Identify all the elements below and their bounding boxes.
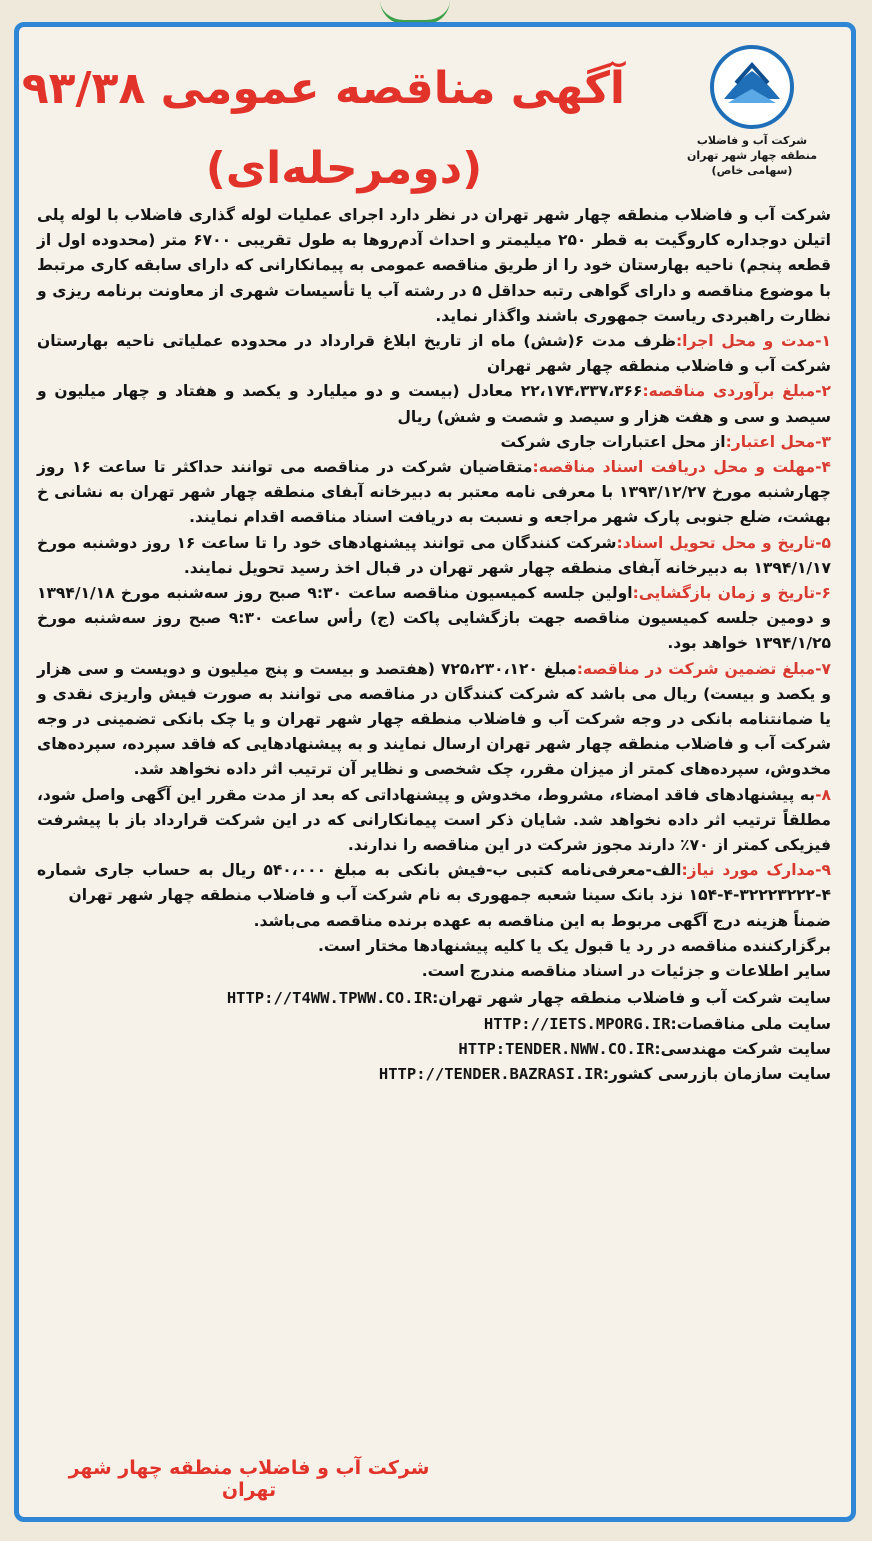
section-7 [37, 657, 831, 783]
tender-body [37, 203, 831, 1087]
website-url[interactable]: HTTP:TENDER.NWW.CO.IR [458, 1039, 655, 1058]
logo-caption-line2: منطقه چهار شهر تهران [686, 149, 818, 162]
advertisement-frame [14, 22, 856, 1522]
intro-paragraph: شرکت آب و فاضلاب منطقه چهار شهر تهران در نظر دارد اجرای عملیات لوله گذاری فاضلاب با لوله پلی اتیلن دوجداره کاروگیت به قطر ۲۵۰ میلیمتر و احداث آدم‌روها به طول تقریبی ۶۷۰۰ متر (محدوده اول از قطعه پنجم) ناحیه بهارستان خود را از طریق مناقصه عمومی به پیمانکارانی که دارای سابقه کاری مرتبط با موضوع مناقصه و دارای گواهی رتبه حداقل ۵ در رشته آب یا تأسیسات شهری از معاونت برنامه ریزی و نظارت راهبردی ریاست جمهوری باشند واگذار نماید. [37, 206, 831, 325]
section-text: متقاضیان شرکت در مناقصه می توانند حداکثر تا ساعت ۱۶ روز چهارشنبه مورخ ۱۳۹۳/۱۲/۲۷ با معرفی نامه معتبر به دبیرخانه آبفای منطقه چهار شهر تهران به نشانی خ بهشت، ضلع جنوبی پارک شهر مراجعه و نسبت به دریافت اسناد مناقصه اقدام نمایند. [37, 458, 831, 527]
water-drop-logo-icon [710, 45, 794, 129]
logo-caption-line3: (سهامی خاص) [711, 164, 793, 177]
website-row [37, 986, 831, 1011]
section-text: شرکت کنندگان می توانند پیشنهادهای خود را تا ساعت ۱۶ روز دوشنبه مورخ ۱۳۹۴/۱/۱۷ به دبیرخانه آبفای منطقه چهار شهر تهران در قبال اخذ رسید تحویل نمایند. [37, 533, 831, 577]
section-text: الف-معرفی‌نامه کتبی ب-فیش بانکی به مبلغ ۵۴۰،۰۰۰ ریال به حساب جاری شماره ۴-۳۲۲۲۳۲۲۲-۴-۱۵۴ نزد بانک سینا شعبه جمهوری به نام شرکت آب و فاضلاب منطقه چهار شهر تهران [37, 861, 831, 905]
note-3: سایر اطلاعات و جزئیات در اسناد مناقصه مندرج است. [421, 962, 831, 981]
tender-subtitle: (دومرحله‌ای) [205, 143, 483, 194]
website-url[interactable]: HTTP://TENDER.BAZRASI.IR [378, 1064, 603, 1083]
top-pen-mark [380, 0, 450, 24]
websites-list [37, 986, 831, 1087]
section-heading: ۷-مبلغ تضمین شرکت در مناقصه: [576, 659, 831, 678]
website-url[interactable]: HTTP://T4WW.TPWW.CO.IR [226, 989, 433, 1008]
logo-caption [677, 133, 827, 178]
section-9 [37, 858, 831, 908]
section-text: ۲۲،۱۷۴،۳۳۷،۳۶۶ معادل (بیست و دو میلیارد و یکصد و هفتاد و چهار میلیون و سیصد و سی و هفت هزار و سیصد و شصت و شش) ریال [37, 382, 831, 426]
section-text: از محل اعتبارات جاری شرکت [500, 432, 726, 451]
section-heading: ۹-مدارک مورد نیاز: [681, 861, 831, 880]
section-5 [37, 531, 831, 581]
section-1 [37, 329, 831, 379]
website-row [37, 1037, 831, 1062]
section-6 [37, 581, 831, 657]
section-heading: ۲-مبلغ برآوردی مناقصه: [642, 382, 832, 401]
section-text: اولین جلسه کمیسیون مناقصه ساعت ۹:۳۰ صبح روز سه‌شنبه مورخ ۱۳۹۴/۱/۱۸ و دومین جلسه کمیسیون مناقصه جهت بازگشایی پاکت (ج) رأس ساعت ۹:۳۰ صبح روز سه‌شنبه مورخ ۱۳۹۴/۱/۲۵ خواهد بود. [37, 584, 832, 653]
website-label: سایت سازمان بازرسی کشور: [602, 1064, 831, 1083]
section-text: به پیشنهادهای فاقد امضاء، مشروط، مخدوش و پیشنهاداتی که بعد از مدت مقرر این آگهی واصل شود، مطلقاً ترتیب اثر داده نخواهد شد. شایان ذکر است پیمانکارانی که در این شرکت قرارداد باز با پیشرفت فیزیکی کمتر از ۷۰٪ دارند مجوز شرکت در این مناقصه را ندارند. [37, 785, 831, 855]
website-row [37, 1012, 831, 1037]
website-label: سایت شرکت آب و فاضلاب منطقه چهار شهر تهران: [432, 989, 831, 1008]
section-heading: ۵-تاریخ و محل تحویل اسناد: [616, 533, 832, 552]
logo-graphic [714, 49, 790, 125]
tender-title: آگهی مناقصه عمومی ۹۳/۳۸ [21, 63, 625, 114]
section-text: مبلغ ۷۲۵،۲۳۰،۱۲۰ (هفتصد و بیست و پنج میلیون و دویست و سی هزار و یکصد و بیست) ریال می باشد که شرکت کنندگان در مناقصه می توانند به صورت فیش واریزی نقدی و یا ضمانتنامه بانکی در وجه شرکت آب و فاضلاب منطقه چهار شهر تهران و یا چک بانکی تضمینی در وجه شرکت آب و فاضلاب منطقه چهار شهر تهران ارسال نمایند و به پیشنهادهایی که فاقد سپرده، سپرده‌های مخدوش، سپرده‌های کمتر از میزان مقرر، چک شخصی و نظایر آن ترتیب اثر داده نخواهد شد. [37, 659, 831, 779]
website-url[interactable]: HTTP://IETS.MPORG.IR [483, 1014, 671, 1033]
section-text: ظرف مدت ۶(شش) ماه از تاریخ ابلاغ قرارداد در محدوده عملیاتی ناحیه بهارستان شرکت آب و فاضلاب منطقه چهار شهر تهران [37, 332, 831, 376]
logo-caption-line1: شرکت آب و فاضلاب [696, 134, 808, 147]
company-logo-block [677, 45, 827, 178]
section-4 [37, 455, 831, 531]
section-3 [37, 430, 831, 455]
website-label: سایت ملی مناقصات: [670, 1014, 831, 1033]
section-heading: ۶-تاریخ و زمان بازگشایی: [632, 584, 832, 603]
note-1: ضمناً هزینه درج آگهی مربوط به این مناقصه به عهده برنده مناقصه می‌باشد. [253, 911, 831, 930]
footer-signature: شرکت آب و فاضلاب منطقه چهار شهر تهران [68, 1457, 430, 1501]
section-heading: ۸- [815, 785, 831, 804]
section-2 [37, 379, 831, 429]
note-2: برگزارکننده مناقصه در رد یا قبول یک یا کلیه پیشنهادها مختار است. [318, 936, 831, 955]
section-heading: ۳-محل اعتبار: [725, 432, 831, 451]
section-heading: ۴-مهلت و محل دریافت اسناد مناقصه: [532, 458, 831, 477]
website-label: سایت شرکت مهندسی: [654, 1039, 831, 1058]
section-heading: ۱-مدت و محل اجرا: [675, 332, 832, 351]
section-8 [37, 783, 831, 859]
website-row [37, 1062, 831, 1087]
